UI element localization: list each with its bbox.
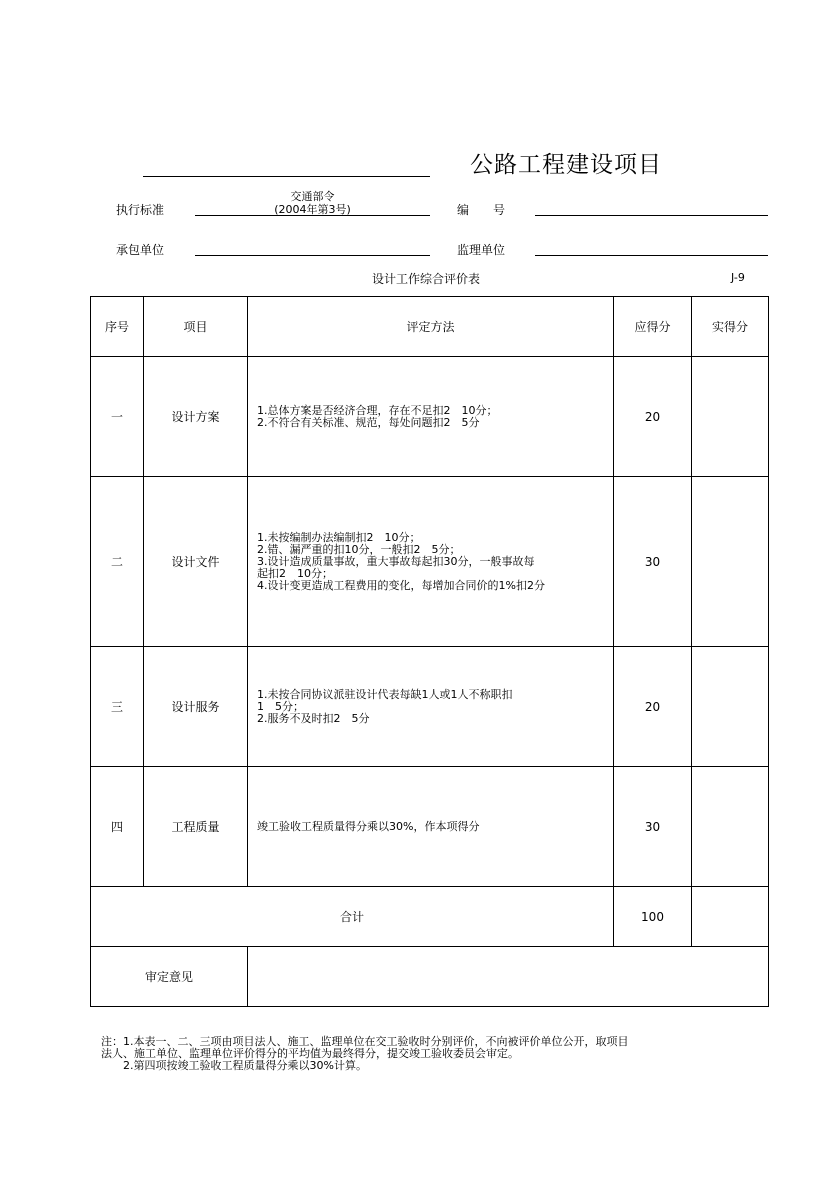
number-field[interactable]: [535, 215, 768, 216]
row-due: 30: [614, 477, 692, 647]
row-actual-input[interactable]: [692, 767, 769, 887]
supervisor-label: 监理单位: [457, 243, 506, 257]
contractor-field[interactable]: [195, 255, 430, 256]
total-value: 100: [614, 887, 692, 947]
table-row: [91, 357, 769, 477]
table-row: [91, 477, 769, 647]
supervisor-field[interactable]: [535, 255, 768, 256]
row-item: 工程质量: [144, 767, 248, 887]
row-method: 1.未按编制办法编制扣2 10分； 2.错、漏严重的扣10分，一般扣2 5分； 3.设计造成质量事故，重大事故每起扣30分，一般事故每 起扣2 10分； 4.设计变更造成工程费用的变化，每增加合同价的1%扣2分: [248, 477, 614, 647]
row-seq: 一: [91, 357, 144, 477]
total-row: [91, 887, 769, 947]
total-actual-input[interactable]: [692, 887, 769, 947]
review-opinion-input[interactable]: [248, 947, 769, 1007]
form-code: J-9: [731, 271, 745, 284]
row-seq: 二: [91, 477, 144, 647]
row-item: 设计文件: [144, 477, 248, 647]
note-line-2: 法人、施工单位、监理单位评价得分的平均值为最终得分，提交竣工验收委员会审定。: [101, 1047, 519, 1060]
row-actual-input[interactable]: [692, 647, 769, 767]
row-item: 设计方案: [144, 357, 248, 477]
row-due: 20: [614, 647, 692, 767]
header-row: [91, 297, 769, 357]
header-method: 评定方法: [248, 297, 614, 357]
note-line-3: 2.第四项按竣工验收工程质量得分乘以30%计算。: [101, 1059, 367, 1072]
standard-label: 执行标准: [116, 203, 165, 217]
number-label: 编 号: [457, 203, 506, 217]
header-item: 项目: [144, 297, 248, 357]
row-due: 20: [614, 357, 692, 477]
standard-underline: [195, 215, 430, 216]
row-seq: 三: [91, 647, 144, 767]
row-method: 1.总体方案是否经济合理，存在不足扣2 10分； 2.不符合有关标准、规范，每处问题扣2 5分: [248, 357, 614, 477]
standard-value-line2: (2004年第3号): [274, 203, 351, 216]
total-label: 合计: [91, 887, 614, 947]
review-row: [91, 947, 769, 1007]
evaluation-table: [90, 296, 769, 1007]
row-due: 30: [614, 767, 692, 887]
note-line-1: 注：1.本表一、二、三项由项目法人、施工、监理单位在交工验收时分别评价，不向被评价单位公开，取项目: [101, 1035, 629, 1048]
row-actual-input[interactable]: [692, 477, 769, 647]
row-method: 竣工验收工程质量得分乘以30%，作本项得分: [248, 767, 614, 887]
page-title: 公路工程建设项目: [470, 152, 662, 178]
table-row: [91, 767, 769, 887]
title-prefix-line: [143, 176, 430, 177]
footnotes: [101, 1036, 751, 1072]
header-seq: 序号: [91, 297, 144, 357]
review-label: 审定意见: [91, 947, 248, 1007]
contractor-label: 承包单位: [116, 243, 165, 257]
table-row: [91, 647, 769, 767]
header-due: 应得分: [614, 297, 692, 357]
row-method: 1.未按合同协议派驻设计代表每缺1人或1人不称职扣 1 5分； 2.服务不及时扣2 5分: [248, 647, 614, 767]
form-title: 设计工作综合评价表: [372, 272, 481, 286]
row-actual-input[interactable]: [692, 357, 769, 477]
row-seq: 四: [91, 767, 144, 887]
header-actual: 实得分: [692, 297, 769, 357]
row-item: 设计服务: [144, 647, 248, 767]
standard-value-line1: 交通部令: [290, 190, 335, 203]
